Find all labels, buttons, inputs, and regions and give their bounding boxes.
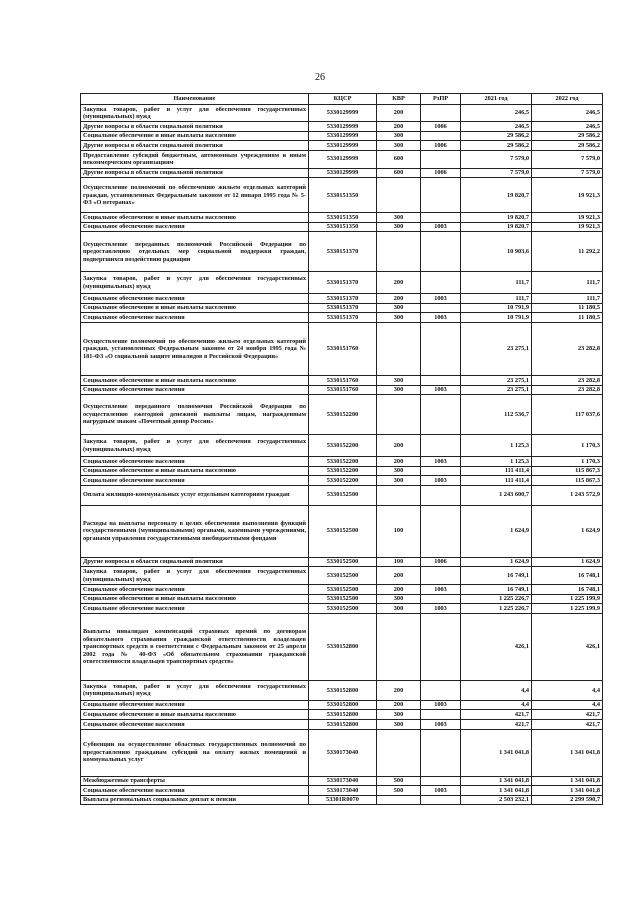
cell-2021: 1 225 226,7 — [461, 594, 532, 604]
table-row — [81, 222, 603, 232]
cell-kvr: 300 — [377, 594, 421, 604]
cell-kcsr: 5330151350 — [309, 222, 377, 232]
cell-kcsr: 5330152500 — [309, 585, 377, 595]
table-body — [81, 105, 603, 805]
cell-2021: 1 225 226,7 — [461, 604, 532, 614]
cell-kvr: 200 — [377, 567, 421, 585]
cell-rzpr: 1003 — [421, 294, 461, 304]
table-row — [81, 131, 603, 141]
cell-2021: 112 536,7 — [461, 395, 532, 435]
cell-name: Социальное обеспечение и иные выплаты населению — [81, 376, 309, 386]
cell-rzpr: 1006 — [421, 122, 461, 132]
cell-2022: 115 867,3 — [532, 466, 603, 476]
cell-kcsr: 5330152500 — [309, 567, 377, 585]
cell-name: Осуществление переданного полномочия Российской Федерации по осуществлению ежегодной денежной выплаты лицам, награжденным нагрудным знаком «Почетный донор России» — [81, 395, 309, 435]
cell-2021: 111,7 — [461, 272, 532, 294]
table-row — [81, 476, 603, 486]
cell-name: Выплаты инвалидам компенсаций страховых премий по договорам обязательного страхования гражданской ответственности владельцев транспортных средств в соответствии с Федеральным законом от 25 апреля 2002 года № 40-ФЗ «Об обязательном страховании гражданской ответственности владельцев транспортных средств» — [81, 613, 309, 680]
cell-name: Социальное обеспечение населения — [81, 385, 309, 395]
cell-kcsr: 5330173040 — [309, 776, 377, 786]
cell-kcsr: 5330152500 — [309, 485, 377, 505]
cell-2022: 1 170,3 — [532, 435, 603, 457]
cell-name: Социальное обеспечение и иные выплаты населению — [81, 131, 309, 141]
header-kvr: КВР — [377, 94, 421, 105]
cell-2021: 7 579,0 — [461, 150, 532, 168]
cell-2021: 1 341 041,8 — [461, 729, 532, 776]
cell-kcsr: 5330129999 — [309, 141, 377, 151]
table-row — [81, 232, 603, 272]
cell-kcsr: 5330152500 — [309, 505, 377, 557]
cell-kvr: 300 — [377, 376, 421, 386]
cell-kvr: 300 — [377, 213, 421, 223]
cell-name: Социальное обеспечение и иные выплаты населению — [81, 710, 309, 720]
cell-name: Осуществление полномочий по обеспечению жильем отдельных категорий граждан, установленных Федеральным законом от 24 ноября 1995 года № 181-ФЗ «О социальной защите инвалидов в Российской Федерации» — [81, 323, 309, 376]
cell-kvr: 300 — [377, 313, 421, 323]
cell-kcsr: 53301R0070 — [309, 795, 377, 805]
table-row — [81, 594, 603, 604]
cell-2022: 1 225 199,9 — [532, 604, 603, 614]
cell-2021: 1 243 600,7 — [461, 485, 532, 505]
cell-2022: 23 282,8 — [532, 376, 603, 386]
cell-2022: 1 624,9 — [532, 557, 603, 567]
cell-2022: 1 341 041,8 — [532, 776, 603, 786]
cell-rzpr — [421, 131, 461, 141]
cell-2022: 11 292,2 — [532, 232, 603, 272]
cell-2021: 16 749,1 — [461, 567, 532, 585]
cell-kcsr: 5330152200 — [309, 476, 377, 486]
cell-name: Межбюджетные трансферты — [81, 776, 309, 786]
cell-name: Закупка товаров, работ и услуг для обеспечения государственных (муниципальных) нужд — [81, 435, 309, 457]
table-row — [81, 178, 603, 213]
table-row — [81, 272, 603, 294]
cell-kcsr: 5330151370 — [309, 303, 377, 313]
cell-kvr — [377, 178, 421, 213]
table-row — [81, 323, 603, 376]
cell-kcsr: 5330152800 — [309, 613, 377, 680]
cell-kcsr: 5330173040 — [309, 786, 377, 796]
cell-kvr — [377, 232, 421, 272]
cell-kcsr: 5330152500 — [309, 594, 377, 604]
page-number: 26 — [315, 72, 325, 83]
cell-rzpr — [421, 178, 461, 213]
cell-kvr: 300 — [377, 604, 421, 614]
cell-name: Осуществление полномочий по обеспечению жильем отдельных категорий граждан, установленных Федеральным законом от 12 января 1995 года № 5-ФЗ «О ветеранах» — [81, 178, 309, 213]
cell-kvr: 300 — [377, 141, 421, 151]
cell-2022: 115 867,3 — [532, 476, 603, 486]
cell-kvr: 200 — [377, 585, 421, 595]
cell-name: Закупка товаров, работ и услуг для обеспечения государственных (муниципальных) нужд — [81, 105, 309, 122]
cell-kvr: 200 — [377, 700, 421, 710]
cell-2022: 19 921,3 — [532, 222, 603, 232]
cell-2022: 111,7 — [532, 294, 603, 304]
cell-2021: 29 586,2 — [461, 141, 532, 151]
cell-2021: 111,7 — [461, 294, 532, 304]
cell-kcsr: 5330151370 — [309, 313, 377, 323]
table-row — [81, 122, 603, 132]
cell-2021: 111 411,4 — [461, 476, 532, 486]
cell-2022: 1 341 041,8 — [532, 786, 603, 796]
cell-name: Субвенции на осуществление областных государственных полномочий по предоставлению гражданам субсидий на оплату жилых помещений и коммунальных услуг — [81, 729, 309, 776]
cell-2022: 23 282,8 — [532, 323, 603, 376]
table-row — [81, 786, 603, 796]
table-row — [81, 567, 603, 585]
cell-rzpr — [421, 485, 461, 505]
cell-kcsr: 5330129999 — [309, 105, 377, 122]
cell-kvr: 300 — [377, 131, 421, 141]
cell-rzpr — [421, 303, 461, 313]
cell-2021: 10 791,9 — [461, 303, 532, 313]
cell-kcsr: 5330152800 — [309, 680, 377, 700]
cell-rzpr: 1006 — [421, 141, 461, 151]
cell-kvr: 100 — [377, 505, 421, 557]
cell-kcsr: 5330129999 — [309, 168, 377, 178]
cell-2021: 7 579,0 — [461, 168, 532, 178]
table-row — [81, 395, 603, 435]
cell-kvr: 200 — [377, 294, 421, 304]
cell-kvr: 200 — [377, 457, 421, 467]
cell-kvr: 500 — [377, 786, 421, 796]
cell-kcsr: 5330152800 — [309, 720, 377, 730]
header-name: Наименование — [81, 94, 309, 105]
cell-rzpr: 1003 — [421, 313, 461, 323]
cell-kcsr: 5330151350 — [309, 178, 377, 213]
cell-2022: 1 341 041,8 — [532, 729, 603, 776]
cell-name: Закупка товаров, работ и услуг для обеспечения государственных (муниципальных) нужд — [81, 272, 309, 294]
cell-kvr — [377, 323, 421, 376]
cell-name: Расходы на выплаты персоналу в целях обеспечения выполнения функций государственными (муниципальными) органами, казенными учреждениями, органами управления государственными внебюджетными фондами — [81, 505, 309, 557]
cell-2021: 426,1 — [461, 613, 532, 680]
cell-name: Осуществление переданных полномочий Российской Федерации по предоставлению отдельных мер социальной поддержки граждан, подвергшихся воздействию радиации — [81, 232, 309, 272]
cell-rzpr — [421, 395, 461, 435]
cell-name: Социальное обеспечение и иные выплаты населению — [81, 213, 309, 223]
cell-2022: 421,7 — [532, 710, 603, 720]
cell-2022: 1 243 572,9 — [532, 485, 603, 505]
cell-rzpr: 1003 — [421, 720, 461, 730]
cell-kcsr: 5330151370 — [309, 294, 377, 304]
cell-rzpr: 1003 — [421, 700, 461, 710]
cell-2022: 421,7 — [532, 720, 603, 730]
cell-rzpr — [421, 776, 461, 786]
cell-2021: 23 275,1 — [461, 323, 532, 376]
cell-kvr — [377, 395, 421, 435]
table-row — [81, 505, 603, 557]
cell-kvr — [377, 485, 421, 505]
cell-name: Другие вопросы в области социальной политики — [81, 141, 309, 151]
cell-kvr: 300 — [377, 720, 421, 730]
cell-rzpr — [421, 105, 461, 122]
cell-rzpr: 1006 — [421, 168, 461, 178]
cell-2022: 117 037,6 — [532, 395, 603, 435]
cell-rzpr — [421, 795, 461, 805]
cell-2021: 19 820,7 — [461, 222, 532, 232]
cell-name: Социальное обеспечение населения — [81, 585, 309, 595]
header-2021: 2021 год — [461, 94, 532, 105]
cell-rzpr — [421, 594, 461, 604]
cell-rzpr: 1003 — [421, 476, 461, 486]
cell-kcsr: 5330173040 — [309, 729, 377, 776]
cell-2021: 23 275,1 — [461, 385, 532, 395]
cell-rzpr: 1003 — [421, 585, 461, 595]
cell-2021: 421,7 — [461, 720, 532, 730]
cell-2021: 1 341 041,8 — [461, 776, 532, 786]
cell-kcsr: 5330152500 — [309, 604, 377, 614]
table-row — [81, 105, 603, 122]
cell-name: Социальное обеспечение и иные выплаты населению — [81, 466, 309, 476]
table-row — [81, 168, 603, 178]
table-row — [81, 604, 603, 614]
table-row — [81, 585, 603, 595]
table-row — [81, 294, 603, 304]
cell-2021: 4,4 — [461, 700, 532, 710]
cell-kvr — [377, 729, 421, 776]
cell-2022: 2 299 590,7 — [532, 795, 603, 805]
cell-kvr: 200 — [377, 435, 421, 457]
cell-2021: 23 275,1 — [461, 376, 532, 386]
table-header-row — [81, 94, 603, 105]
cell-name: Социальное обеспечение населения — [81, 700, 309, 710]
table-row — [81, 385, 603, 395]
budget-table — [80, 93, 603, 805]
table-row — [81, 376, 603, 386]
table-row — [81, 213, 603, 223]
table-row — [81, 466, 603, 476]
cell-kvr: 200 — [377, 105, 421, 122]
table-row — [81, 613, 603, 680]
cell-rzpr — [421, 376, 461, 386]
header-kcsr: КЦСР — [309, 94, 377, 105]
cell-2022: 1 624,9 — [532, 505, 603, 557]
cell-kvr: 300 — [377, 303, 421, 313]
cell-2022: 4,4 — [532, 680, 603, 700]
cell-name: Социальное обеспечение населения — [81, 313, 309, 323]
cell-kvr: 100 — [377, 557, 421, 567]
cell-2021: 246,5 — [461, 105, 532, 122]
table-row — [81, 313, 603, 323]
cell-kcsr: 5330152200 — [309, 457, 377, 467]
cell-name: Предоставление субсидий бюджетным, автономным учреждениям и иным некоммерческим организациям — [81, 150, 309, 168]
table-row — [81, 457, 603, 467]
cell-kcsr: 5330151760 — [309, 323, 377, 376]
cell-name: Другие вопросы в области социальной политики — [81, 168, 309, 178]
table-row — [81, 150, 603, 168]
cell-kcsr: 5330152200 — [309, 395, 377, 435]
cell-2021: 29 586,2 — [461, 131, 532, 141]
cell-rzpr — [421, 613, 461, 680]
cell-2022: 29 586,2 — [532, 141, 603, 151]
cell-name: Социальное обеспечение населения — [81, 720, 309, 730]
cell-kvr: 600 — [377, 150, 421, 168]
table-row — [81, 729, 603, 776]
cell-2022: 11 180,5 — [532, 313, 603, 323]
cell-2022: 7 579,0 — [532, 150, 603, 168]
cell-kcsr: 5330152800 — [309, 700, 377, 710]
cell-rzpr: 1006 — [421, 557, 461, 567]
cell-2021: 16 749,1 — [461, 585, 532, 595]
cell-kcsr: 5330152500 — [309, 557, 377, 567]
cell-name: Выплата региональных социальных доплат к пенсии — [81, 795, 309, 805]
header-2022: 2022 год — [532, 94, 603, 105]
cell-name: Другие вопросы в области социальной политики — [81, 122, 309, 132]
cell-2022: 4,4 — [532, 700, 603, 710]
cell-2021: 1 125,3 — [461, 435, 532, 457]
cell-rzpr — [421, 232, 461, 272]
table-row — [81, 680, 603, 700]
cell-name: Социальное обеспечение населения — [81, 457, 309, 467]
cell-rzpr — [421, 567, 461, 585]
cell-2021: 1 624,9 — [461, 557, 532, 567]
cell-kvr: 300 — [377, 476, 421, 486]
cell-name: Социальное обеспечение населения — [81, 476, 309, 486]
cell-2021: 10 791,9 — [461, 313, 532, 323]
cell-kvr — [377, 613, 421, 680]
cell-rzpr — [421, 213, 461, 223]
table-row — [81, 710, 603, 720]
table-row — [81, 557, 603, 567]
table-row — [81, 795, 603, 805]
cell-2021: 2 503 232,1 — [461, 795, 532, 805]
cell-rzpr: 1003 — [421, 222, 461, 232]
table-row — [81, 141, 603, 151]
cell-rzpr — [421, 272, 461, 294]
cell-2021: 1 125,3 — [461, 457, 532, 467]
cell-kcsr: 5330152200 — [309, 466, 377, 476]
cell-2022: 7 579,0 — [532, 168, 603, 178]
cell-2021: 19 820,7 — [461, 178, 532, 213]
cell-kvr: 300 — [377, 222, 421, 232]
cell-2022: 426,1 — [532, 613, 603, 680]
cell-kcsr: 5330129999 — [309, 122, 377, 132]
cell-rzpr — [421, 710, 461, 720]
cell-2022: 1 170,3 — [532, 457, 603, 467]
cell-kvr: 500 — [377, 776, 421, 786]
cell-kvr: 300 — [377, 385, 421, 395]
cell-name: Социальное обеспечение населения — [81, 294, 309, 304]
cell-name: Закупка товаров, работ и услуг для обеспечения государственных (муниципальных) нужд — [81, 567, 309, 585]
cell-rzpr — [421, 680, 461, 700]
table-row — [81, 485, 603, 505]
cell-kcsr: 5330151760 — [309, 376, 377, 386]
cell-2022: 19 921,3 — [532, 178, 603, 213]
cell-name: Другие вопросы в области социальной политики — [81, 557, 309, 567]
cell-kvr: 200 — [377, 122, 421, 132]
cell-2022: 246,5 — [532, 105, 603, 122]
cell-name: Социальное обеспечение населения — [81, 604, 309, 614]
cell-2022: 111,7 — [532, 272, 603, 294]
cell-rzpr — [421, 729, 461, 776]
cell-rzpr: 1003 — [421, 385, 461, 395]
cell-2022: 1 225 199,9 — [532, 594, 603, 604]
cell-2021: 246,5 — [461, 122, 532, 132]
cell-name: Закупка товаров, работ и услуг для обеспечения государственных (муниципальных) нужд — [81, 680, 309, 700]
cell-kvr: 300 — [377, 466, 421, 476]
header-rzpr: РзПР — [421, 94, 461, 105]
cell-kvr: 600 — [377, 168, 421, 178]
cell-2021: 1 624,9 — [461, 505, 532, 557]
cell-kvr — [377, 795, 421, 805]
cell-kcsr: 5330151370 — [309, 232, 377, 272]
cell-rzpr: 1003 — [421, 457, 461, 467]
table-row — [81, 303, 603, 313]
cell-2022: 29 586,2 — [532, 131, 603, 141]
cell-2021: 111 411,4 — [461, 466, 532, 476]
cell-2022: 246,5 — [532, 122, 603, 132]
cell-kcsr: 5330151350 — [309, 213, 377, 223]
cell-rzpr — [421, 505, 461, 557]
cell-rzpr — [421, 323, 461, 376]
cell-2021: 1 341 041,8 — [461, 786, 532, 796]
cell-kvr: 200 — [377, 680, 421, 700]
cell-rzpr — [421, 435, 461, 457]
cell-kcsr: 5330152800 — [309, 710, 377, 720]
cell-rzpr — [421, 466, 461, 476]
cell-2022: 16 748,1 — [532, 585, 603, 595]
cell-kcsr: 5330129999 — [309, 131, 377, 141]
table-row — [81, 435, 603, 457]
table-row — [81, 720, 603, 730]
cell-2021: 421,7 — [461, 710, 532, 720]
cell-kvr: 200 — [377, 272, 421, 294]
cell-kcsr: 5330129999 — [309, 150, 377, 168]
cell-name: Социальное обеспечение и иные выплаты населению — [81, 594, 309, 604]
cell-2022: 19 921,3 — [532, 213, 603, 223]
cell-2022: 23 282,8 — [532, 385, 603, 395]
cell-name: Социальное обеспечение и иные выплаты населению — [81, 303, 309, 313]
cell-name: Социальное обеспечение населения — [81, 786, 309, 796]
cell-kvr: 300 — [377, 710, 421, 720]
cell-name: Оплата жилищно-коммунальных услуг отдельным категориям граждан — [81, 485, 309, 505]
table-row — [81, 776, 603, 786]
cell-rzpr: 1003 — [421, 604, 461, 614]
cell-2022: 16 748,1 — [532, 567, 603, 585]
cell-2021: 19 820,7 — [461, 213, 532, 223]
cell-2022: 11 180,5 — [532, 303, 603, 313]
cell-kcsr: 5330151370 — [309, 272, 377, 294]
cell-2021: 10 903,6 — [461, 232, 532, 272]
cell-rzpr — [421, 150, 461, 168]
cell-rzpr: 1003 — [421, 786, 461, 796]
cell-kcsr: 5330152200 — [309, 435, 377, 457]
table-row — [81, 700, 603, 710]
cell-2021: 4,4 — [461, 680, 532, 700]
cell-name: Социальное обеспечение населения — [81, 222, 309, 232]
cell-kcsr: 5330151760 — [309, 385, 377, 395]
